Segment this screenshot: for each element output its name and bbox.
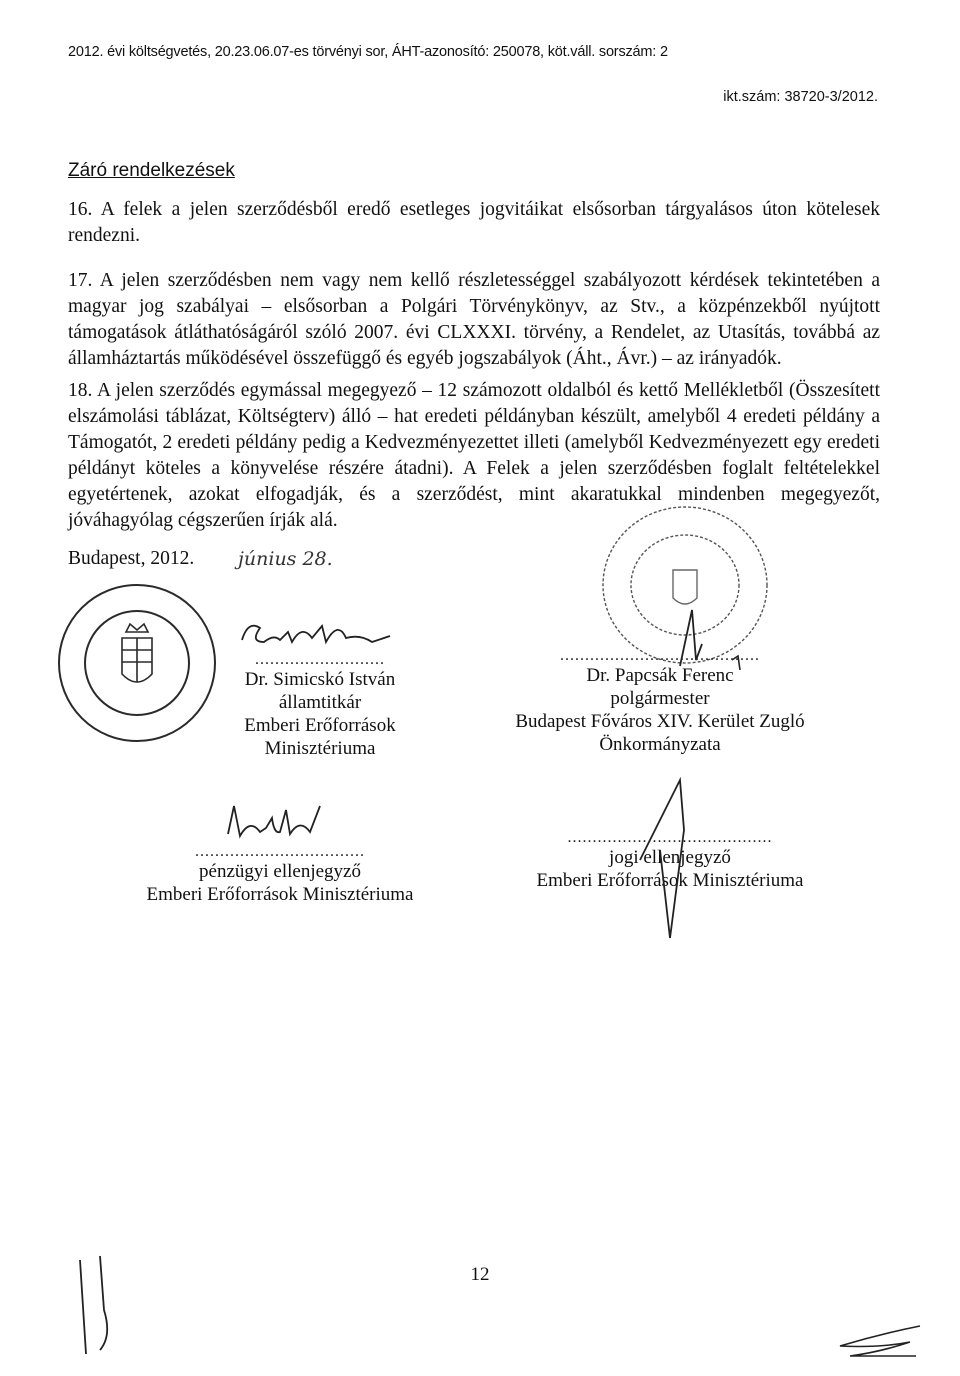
budget-header-line: 2012. évi költségvetés, 20.23.06.07-es törvényi sor, ÁHT-azonosító: 250078, köt.váll. sorszám: 2 <box>68 44 668 60</box>
place-date: Budapest, 2012. <box>68 548 195 569</box>
countersign-organization: Emberi Erőforrások Minisztériuma <box>536 870 804 891</box>
page-number: 12 <box>470 1264 490 1285</box>
initials-scribble <box>820 1320 930 1364</box>
signer-organization: Budapest Főváros XIV. Kerület Zugló <box>515 711 805 732</box>
signer-organization: Emberi Erőforrások Minisztériuma <box>244 715 396 759</box>
paragraph-18: 18. A jelen szerződés egymással megegyező – 12 számozott oldalból és kettő Mellékletből (Összesített elszámolási táblázat, Költségterv) álló – hat eredeti példányban készült, amelyből 4 eredeti példány a Támogatót, 2 eredeti példány pedig a Kedvezményezettet illeti (amelyből Kedvezményezett egy eredeti példányt köteles a könyvelése részére átadni). A Felek a jelen szerződésben foglalt feltételekkel egyetértenek, azokat elfogadják, és a szerződést, mint akaratukkal mindenben megegyezőt, jóváhagyólag cégszerűen írják alá. <box>68 380 880 531</box>
signature-simicsko <box>230 612 410 652</box>
signature-block-state-secretary <box>190 648 450 760</box>
countersign-role: pénzügyi ellenjegyző <box>199 861 361 882</box>
signer-title: államtitkár <box>278 692 362 713</box>
signature-dotted-line: .................................. <box>195 843 365 860</box>
paragraph-16: 16. A felek a jelen szerződésből eredő esetleges jogvitáikat elsősorban tárgyalásos úton kötelesek rendezni. <box>68 199 880 246</box>
signer-name: Dr. Papcsák Ferenc <box>586 665 734 686</box>
countersign-role: jogi ellenjegyző <box>609 847 731 868</box>
signature-financial <box>220 798 340 844</box>
signature-dotted-line: ........................................ <box>560 647 760 664</box>
signer-organization-line-2: Önkormányzata <box>599 734 721 755</box>
signature-dotted-line: ......................................... <box>567 829 773 846</box>
signer-title: polgármester <box>610 688 710 709</box>
signature-dotted-line: .......................... <box>255 651 385 668</box>
signature-legal <box>600 770 720 940</box>
signer-name: Dr. Simicskó István <box>244 669 396 690</box>
countersign-organization: Emberi Erőforrások Minisztériuma <box>146 884 414 905</box>
signature-block-financial-countersign <box>110 830 450 906</box>
ikt-number: ikt.szám: 38720-3/2012. <box>723 89 878 105</box>
signature-papcsak <box>640 600 760 670</box>
section-title: Záró rendelkezések <box>68 160 235 181</box>
paragraph-17: 17. A jelen szerződésben nem vagy nem kellő részletességgel szabályozott kérdések tekintetében a magyar jog szabályai – elsősorban a Polgári Törvénykönyv, az Stv., a közpénzekből nyújtott támogatások átláthatóságáról szóló 2007. évi CLXXXI. törvény, a Rendelet, az Utasítás, továbbá az államháztartás működésével összefüggő és egyéb jogszabályok (Áht., Ávr.) – az irányadók. <box>68 270 880 369</box>
handwritten-date: június 28. <box>238 548 333 570</box>
